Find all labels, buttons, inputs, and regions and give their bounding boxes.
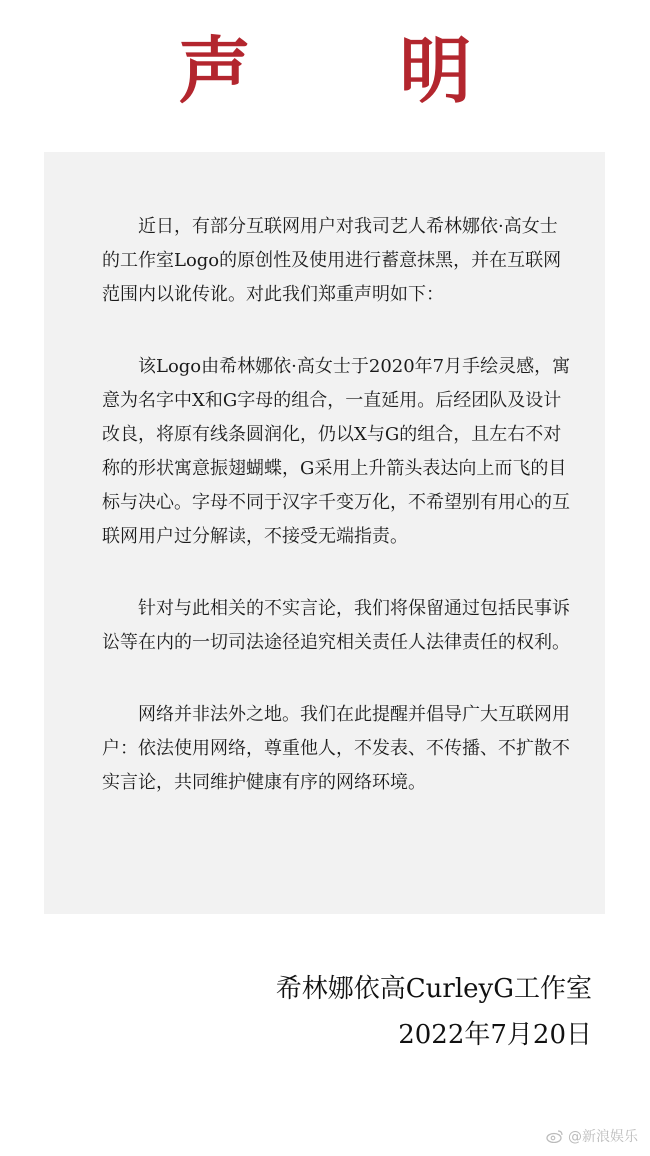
signature-issuer: 希林娜依高CurleyG工作室	[275, 974, 592, 1004]
signature-block	[276, 966, 592, 1058]
statement-paragraph-1: 近日，有部分互联网用户对我司艺人希林娜依·高女士的工作室Logo的原创性及使用进行蓄意抹黑，并在互联网范围内以讹传讹。对此我们郑重声明如下：	[102, 216, 562, 305]
statement-paragraph-2: 该Logo由希林娜依·高女士于2020年7月手绘灵感，寓意为名字中X和G字母的组合，一直延用。后经团队及设计改良，将原有线条圆润化，仍以X与G的组合，且左右不对称的形状寓意振翅蝴蝶，G采用上升箭头表达向上而飞的目标与决心。字母不同于汉字千变万化，不希望别有用心的互联网用户过分解读，不接受无端指责。	[102, 356, 571, 547]
statement-paragraph-3: 针对与此相关的不实言论，我们将保留通过包括民事诉讼等在内的一切司法途径追究相关责任人法律责任的权利。	[102, 598, 570, 653]
statement-body	[102, 210, 572, 838]
statement-panel	[44, 152, 605, 914]
watermark-text: @新浪娱乐	[568, 1129, 638, 1145]
watermark	[546, 1126, 638, 1146]
statement-paragraph-4: 网络并非法外之地。我们在此提醒并倡导广大互联网用户：依法使用网络，尊重他人，不发表、不传播、不扩散不实言论，共同维护健康有序的网络环境。	[102, 704, 570, 793]
weibo-icon	[546, 1129, 564, 1143]
signature-date: 2022年7月20日	[398, 1020, 592, 1050]
page-title: 声 明	[178, 28, 534, 113]
